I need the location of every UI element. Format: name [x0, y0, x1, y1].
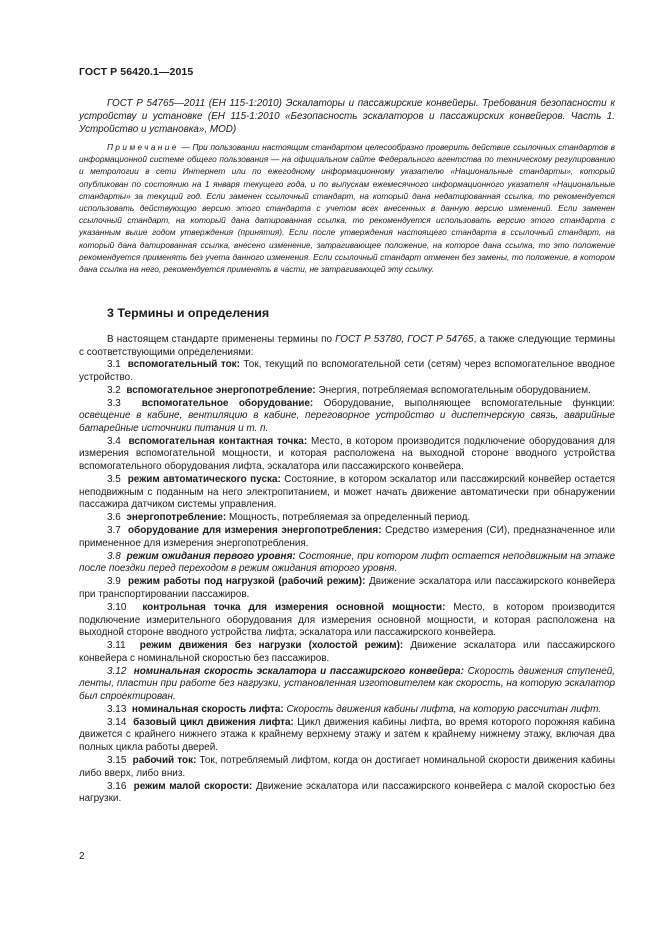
term-definition: Место, в котором производится подключение оборудования для измерения вспомогательной мощности, и которая расположена на выходной стороне вводного устройства вспомогательного оборудования лифта, эскалатора или пассажирского конвейера. — [79, 435, 616, 472]
term-entry — [79, 576, 615, 601]
term-name: вспомогательное энергопотребление: — [126, 384, 316, 396]
note-text: — При пользовании настоящим стандартом целесообразно проверить действие ссылочных стандартов в информационной системе общего пользования — на официальном сайте Федерального агентства по техническому регулированию и метрологии в сети Интернет или по ежегодному информационному указателю «Национальные стандарты», который опубликован по состоянию на 1 января текущего года, и по выпускам ежемесячного информационного указателя «Национальные стандарты» за текущий год. Если заменен ссылочный стандарт, на который дана недатированная ссылка, то рекомендуется использовать действующую версию этого стандарта с учетом всех внесенных в данную версию изменений. Если заменен ссылочный стандарт, на который дана датированная ссылка, то рекомендуется использовать версию этого стандарта с указанным выше годом утверждения (принятия). Если после утверждения настоящего стандарта в ссылочный стандарт, на который дана датированная ссылка, внесено изменение, затрагивающее положение, на которое дана ссылка, то это положение рекомендуется применять без учета данного изменения. Если ссылочный стандарт отменен без замены, то положение, в котором дана ссылка на него, рекомендуется применять в части, не затрагивающей эту ссылку. — [79, 142, 615, 275]
section-title: 3 Термины и определения — [107, 306, 270, 320]
term-number: 3.9 — [107, 576, 121, 588]
term-number: 3.5 — [107, 474, 121, 486]
term-entry — [79, 359, 615, 384]
term-entry — [79, 781, 615, 806]
term-entry — [79, 551, 615, 576]
term-definition: Место, в котором производится подключение измерительного оборудования для измерения основной мощности, и которая расположена на выходной стороне вводного устройства лифта, эскалатора или пассажирского конвейера. — [79, 601, 616, 639]
term-definition-italic: Скорость движения кабины лифта, на которую рассчитан лифт. — [286, 703, 602, 715]
note-paragraph — [79, 141, 615, 275]
intro-paragraph — [79, 334, 615, 359]
term-definition: Энергия, потребляемая вспомогательным оборудованием. — [318, 384, 591, 396]
term-name: вспомогательный ток: — [127, 359, 240, 371]
term-entry — [79, 602, 615, 640]
term-entry — [79, 474, 615, 512]
term-name: рабочий ток: — [132, 755, 197, 767]
intro-text-2: , а также следующие термины с соответствующими определениями: — [79, 334, 615, 358]
term-name: оборудование для измерения энергопотребления: — [128, 525, 382, 537]
term-number: 3.7 — [107, 525, 121, 537]
term-definition: Движение эскалатора или пассажирского конвейера при транспортировании пассажиров. — [79, 576, 615, 600]
term-number: 3.6 — [107, 512, 121, 524]
term-entry — [79, 666, 615, 704]
term-entry — [79, 717, 615, 755]
term-number: 3.8 — [107, 550, 121, 562]
term-name: вспомогательное оборудование: — [141, 397, 314, 409]
term-number: 3.1 — [107, 359, 121, 371]
term-entry — [79, 385, 615, 398]
term-entry — [79, 436, 615, 474]
term-name: базовый цикл движения лифта: — [133, 716, 294, 728]
term-number: 3.15 — [107, 755, 127, 767]
term-number: 3.11 — [107, 640, 126, 652]
term-definition: Оборудование, выполняющее вспомогательные функции: — [323, 397, 615, 409]
term-definition: Мощность, потребляемая за определенный период. — [229, 512, 471, 524]
term-entry — [79, 512, 615, 525]
term-number: 3.12 — [107, 665, 127, 677]
term-definition: Цикл движения кабины лифта, во время которого порожняя кабина движется с крайнего нижнего этажа к крайнему верхнему этажу и затем к крайнему нижнему этажу, включая два полных цикла работы дверей. — [79, 716, 616, 753]
terms-body — [79, 334, 615, 806]
term-name: режим малой скорости: — [133, 780, 253, 792]
term-definition: Движение эскалатора или пассажирского конвейера с номинальной скоростью без пассажиров. — [79, 640, 615, 664]
term-name: вспомогательная контактная точка: — [128, 435, 308, 447]
term-name: энергопотребление: — [126, 512, 227, 524]
term-entry — [79, 398, 615, 436]
term-definition-italic: освещение в кабине, вентиляцию в кабине, переговорное устройство и диспетчерскую связь, аварийные батарейные источники питания и т. п. — [79, 410, 615, 434]
term-definition: Состояние, в котором эскалатор или пассажирский конвейер остается неподвижным с поданным на него электропитанием, и может начать движение автоматически при обнаружении пассажира датчиком системы управления. — [79, 474, 616, 511]
terms-list — [79, 359, 615, 806]
term-number: 3.10 — [107, 601, 127, 613]
term-entry — [79, 704, 615, 717]
term-name: режим работы под нагрузкой (рабочий режим): — [127, 576, 366, 588]
term-name: режим движения без нагрузки (холостой режим): — [139, 640, 404, 652]
note-label: Примечание — [107, 142, 179, 152]
term-name: номинальная скорость лифта: — [131, 703, 284, 715]
term-number: 3.14 — [107, 716, 127, 728]
term-number: 3.2 — [107, 384, 121, 396]
term-name: номинальная скорость эскалатора и пассажирского конвейера: — [133, 665, 464, 677]
document-header: ГОСТ Р 56420.1—2015 — [79, 66, 194, 78]
term-name: контрольная точка для измерения основной мощности: — [142, 601, 446, 613]
term-number: 3.4 — [107, 435, 121, 447]
term-number: 3.16 — [107, 780, 127, 792]
term-name: режим автоматического пуска: — [127, 474, 281, 486]
page-number: 2 — [79, 851, 85, 862]
intro-refs: ГОСТ Р 53780, ГОСТ Р 54765 — [335, 334, 474, 345]
term-entry — [79, 640, 615, 665]
term-definition: Состояние, при котором лифт остается неподвижным на этаже после поездки перед переходом в режим ожидания второго уровня. — [79, 550, 616, 575]
term-definition: Ток, текущий по вспомогательной сети (сетям) через вспомогательное вводное устройство. — [79, 359, 616, 383]
normative-reference: ГОСТ Р 54765—2011 (ЕН 115-1:2010) Эскалаторы и пассажирские конвейеры. Требования безопасности к устройству и установке (ЕН 115-1:2010 «Безопасность эскалаторов и пассажирских конвейеров. Часть 1. Устройство и установка», MOD) — [79, 98, 615, 136]
intro-text-1: В настоящем стандарте применены термины по — [107, 334, 336, 345]
term-definition: Средство измерения (СИ), предназначенное или примененное для измерения энергопотребления. — [79, 525, 616, 549]
term-entry — [79, 755, 615, 780]
term-definition: Ток, потребляемый лифтом, когда он достигает номинальной скорости движения кабины либо вверх, либо вниз. — [79, 755, 616, 779]
term-name: режим ожидания первого уровня: — [126, 550, 296, 562]
term-definition: Движение эскалатора или пассажирского конвейера с малой скоростью без нагрузки. — [79, 780, 615, 805]
term-number: 3.13 — [107, 703, 127, 715]
term-definition: Скорость движения ступеней, ленты, пластин при работе без нагрузки, установленная изготовителем как скорость, на которую эскалатор был спроектирован. — [79, 665, 616, 702]
term-entry — [79, 525, 615, 550]
term-number: 3.3 — [107, 397, 121, 409]
